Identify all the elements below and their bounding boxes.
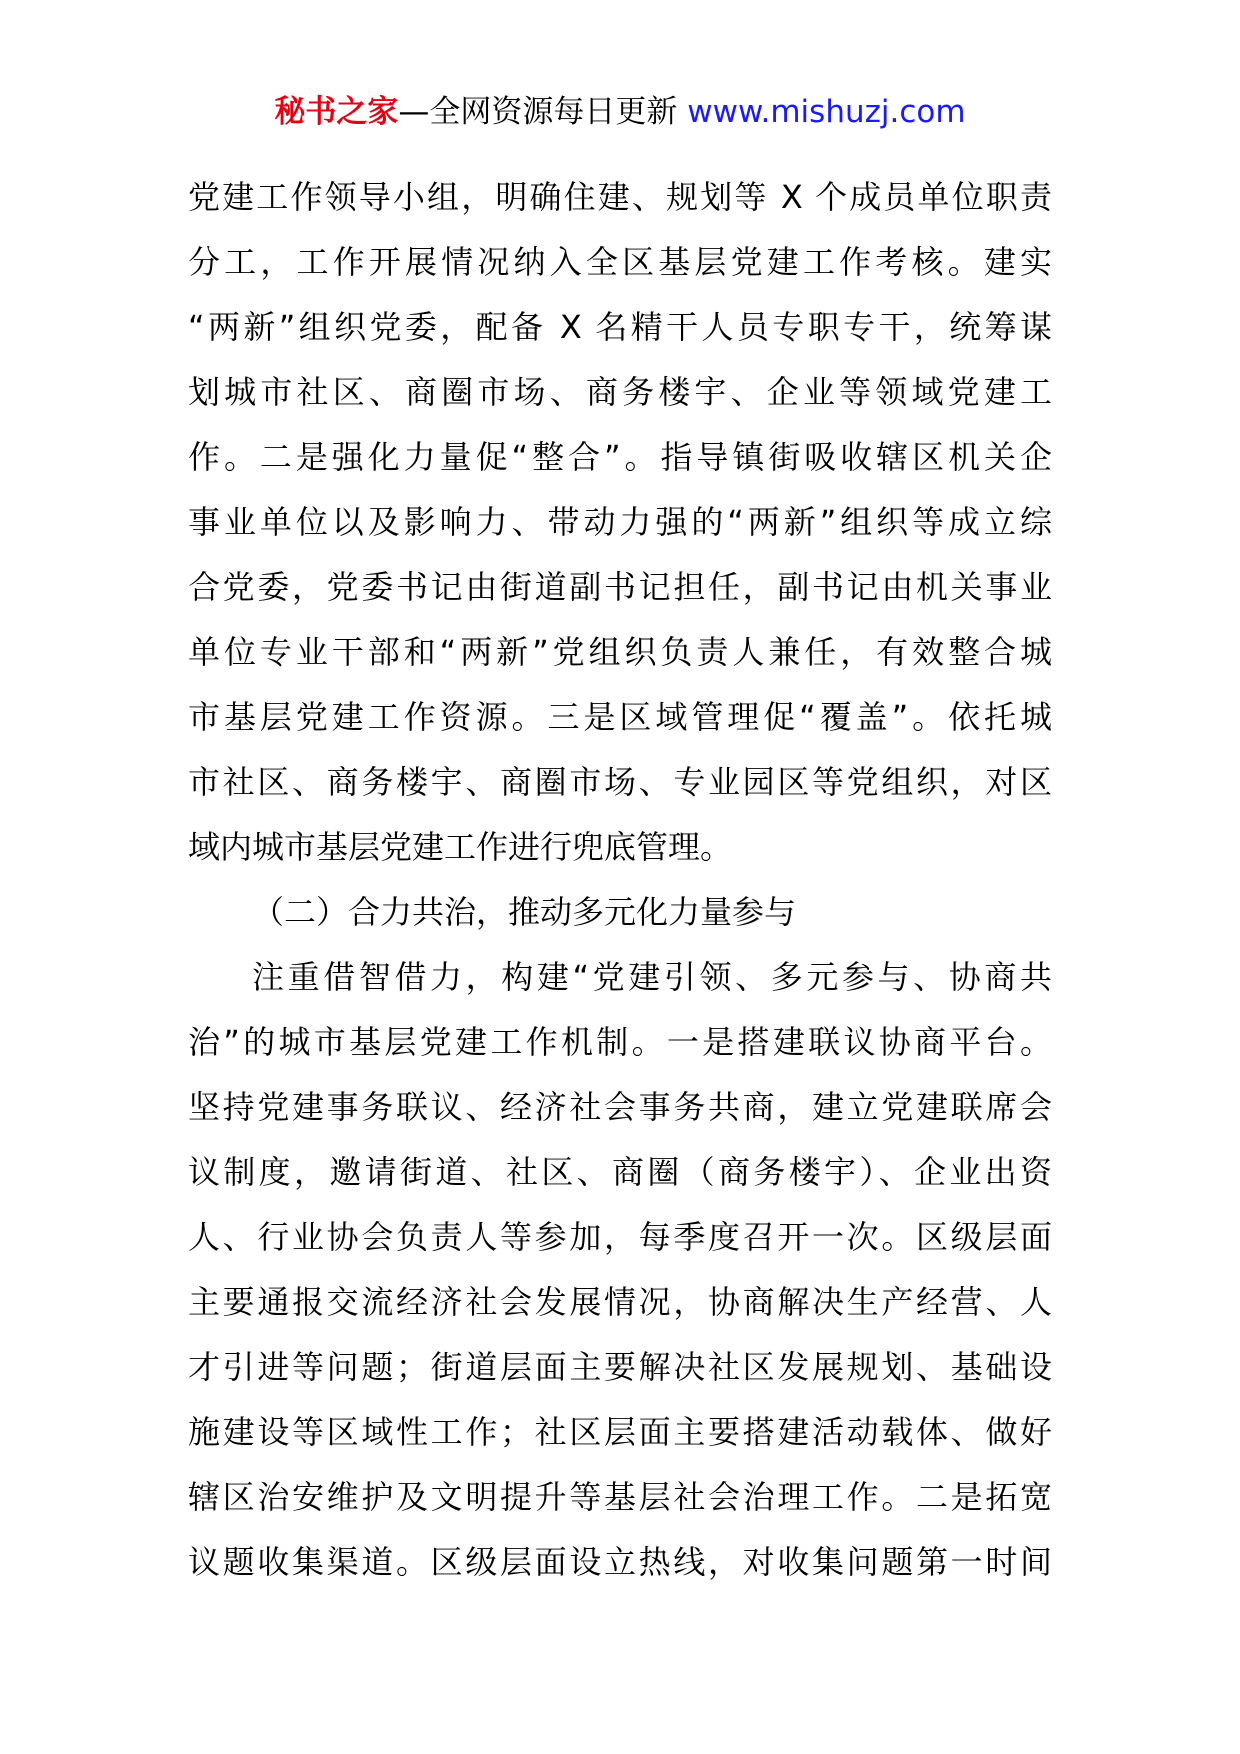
text-line: 市社区、商务楼宇、商圈市场、专业园区等党组织，对区 <box>188 763 1052 801</box>
text-line: 单位专业干部和“两新”党组织负责人兼任，有效整合城 <box>188 633 1052 671</box>
text-line: 议题收集渠道。区级层面设立热线，对收集问题第一时间 <box>188 1543 1052 1581</box>
document-body <box>188 165 1052 1595</box>
text-line: 辖区治安维护及文明提升等基层社会治理工作。二是拓宽 <box>188 1478 1052 1516</box>
text-line: 合党委，党委书记由街道副书记担任，副书记由机关事业 <box>188 568 1052 606</box>
section-heading: （二）合力共治，推动多元化力量参与 <box>252 893 797 931</box>
site-brand: 秘书之家 <box>274 94 399 130</box>
text-line: 党建工作领导小组，明确住建、规划等 X 个成员单位职责 <box>188 178 1052 216</box>
text-line: 议制度，邀请街道、社区、商圈（商务楼宇）、企业出资 <box>188 1153 1052 1191</box>
text-line: “两新”组织党委，配备 X 名精干人员专职专干，统筹谋 <box>188 308 1052 346</box>
text-line: 坚持党建事务联议、经济社会事务共商，建立党建联席会 <box>188 1088 1052 1126</box>
text-line: 事业单位以及影响力、带动力强的“两新”组织等成立综 <box>188 503 1052 541</box>
text-line: 市基层党建工作资源。三是区域管理促“覆盖”。依托城 <box>188 698 1052 736</box>
text-line: 分工，工作开展情况纳入全区基层党建工作考核。建实 <box>188 243 1052 281</box>
text-line: 治”的城市基层党建工作机制。一是搭建联议协商平台。 <box>188 1023 1052 1061</box>
site-header <box>0 92 1240 132</box>
text-line: 人、行业协会负责人等参加，每季度召开一次。区级层面 <box>188 1218 1052 1256</box>
site-url-link[interactable]: www.mishuzj.com <box>687 94 966 130</box>
text-line: 施建设等区域性工作；社区层面主要搭建活动载体、做好 <box>188 1413 1052 1451</box>
text-line: 划城市社区、商圈市场、商务楼宇、企业等领域党建工 <box>188 373 1052 411</box>
text-line: 注重借智借力，构建“党建引领、多元参与、协商共 <box>252 958 1052 996</box>
text-line: 才引进等问题；街道层面主要解决社区发展规划、基础设 <box>188 1348 1052 1386</box>
text-line: 主要通报交流经济社会发展情况，协商解决生产经营、人 <box>188 1283 1052 1321</box>
text-line: 作。二是强化力量促“整合”。指导镇街吸收辖区机关企 <box>188 438 1052 476</box>
text-line: 域内城市基层党建工作进行兜底管理。 <box>188 828 733 866</box>
site-tagline: —全网资源每日更新 <box>398 94 678 130</box>
